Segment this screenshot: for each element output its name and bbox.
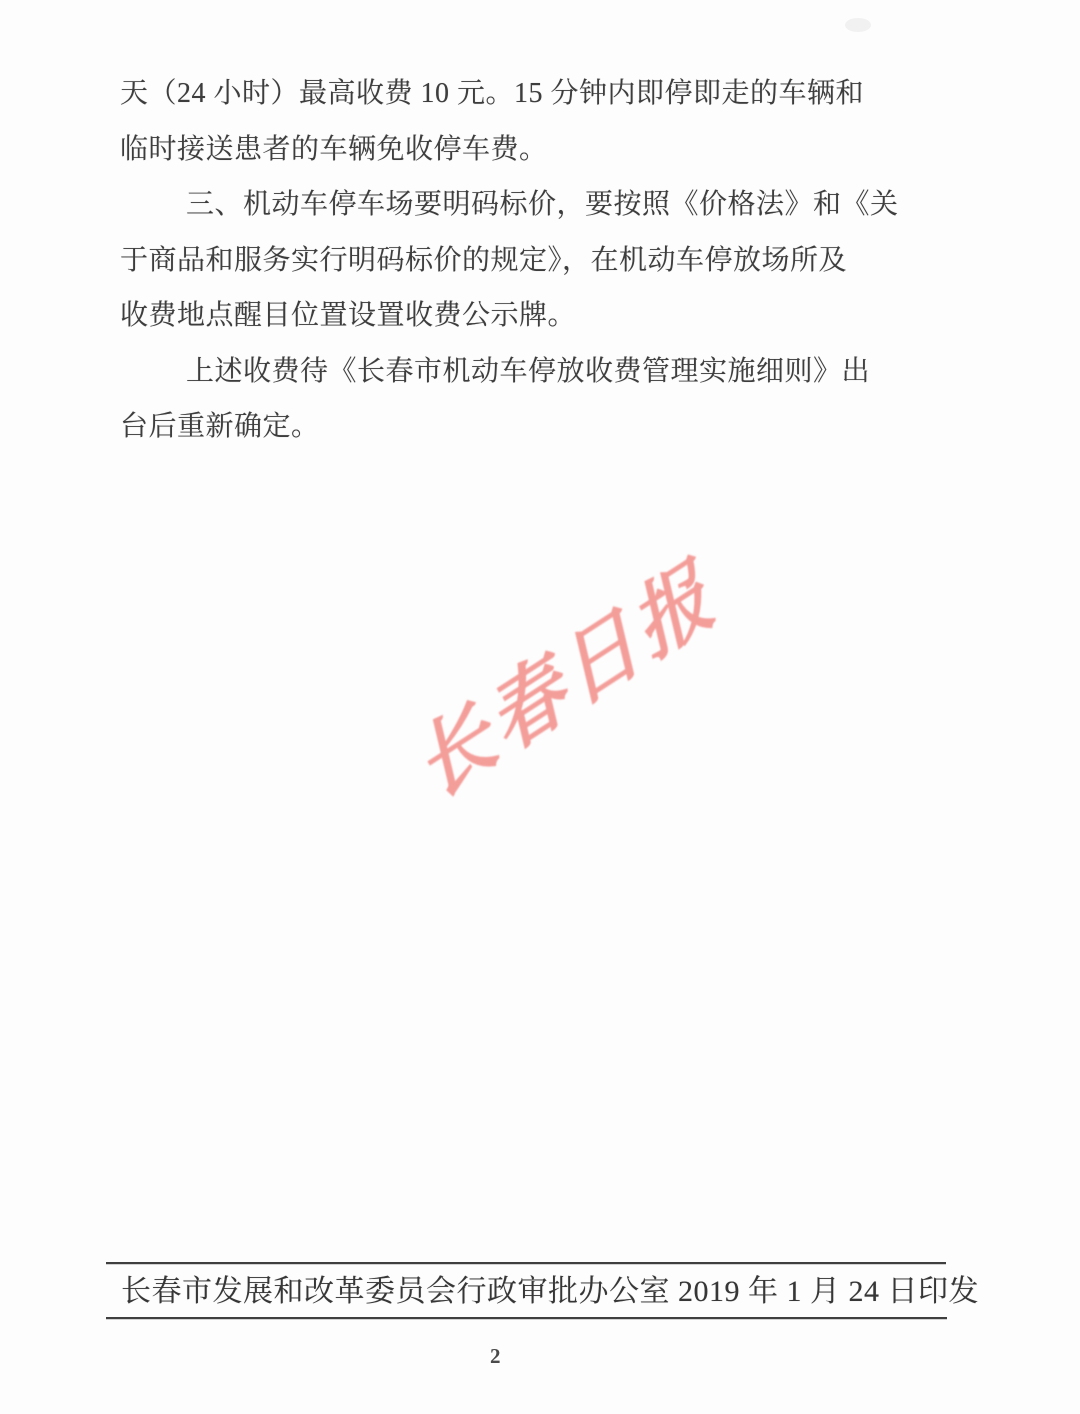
body-line: 天（24 小时）最高收费 10 元。15 分钟内即停即走的车辆和: [120, 78, 865, 109]
scan-artifact: [845, 18, 871, 32]
body-line: 三、机动车停车场要明码标价，要按照《价格法》和《关: [186, 189, 899, 220]
changchun-daily-watermark: 长春日报: [401, 549, 731, 816]
body-line: 于商品和服务实行明码标价的规定》，在机动车停放场所及: [120, 244, 848, 276]
body-line: 台后重新确定。: [120, 411, 320, 442]
body-line: 上述收费待《长春市机动车停放收费管理实施细则》出: [186, 355, 871, 387]
document-body: [120, 66, 930, 455]
footer-imprint: 长春市发展和改革委员会行政审批办公室 2019 年 1 月 24 日印发: [121, 1275, 979, 1308]
page-number: 2: [490, 1344, 501, 1368]
body-line: 收费地点醒目位置设置收费公示牌。: [120, 300, 577, 331]
footer-rule-top: [106, 1262, 946, 1264]
body-line: 临时接送患者的车辆免收停车费。: [120, 133, 548, 165]
footer-rule-bottom: [106, 1317, 947, 1319]
